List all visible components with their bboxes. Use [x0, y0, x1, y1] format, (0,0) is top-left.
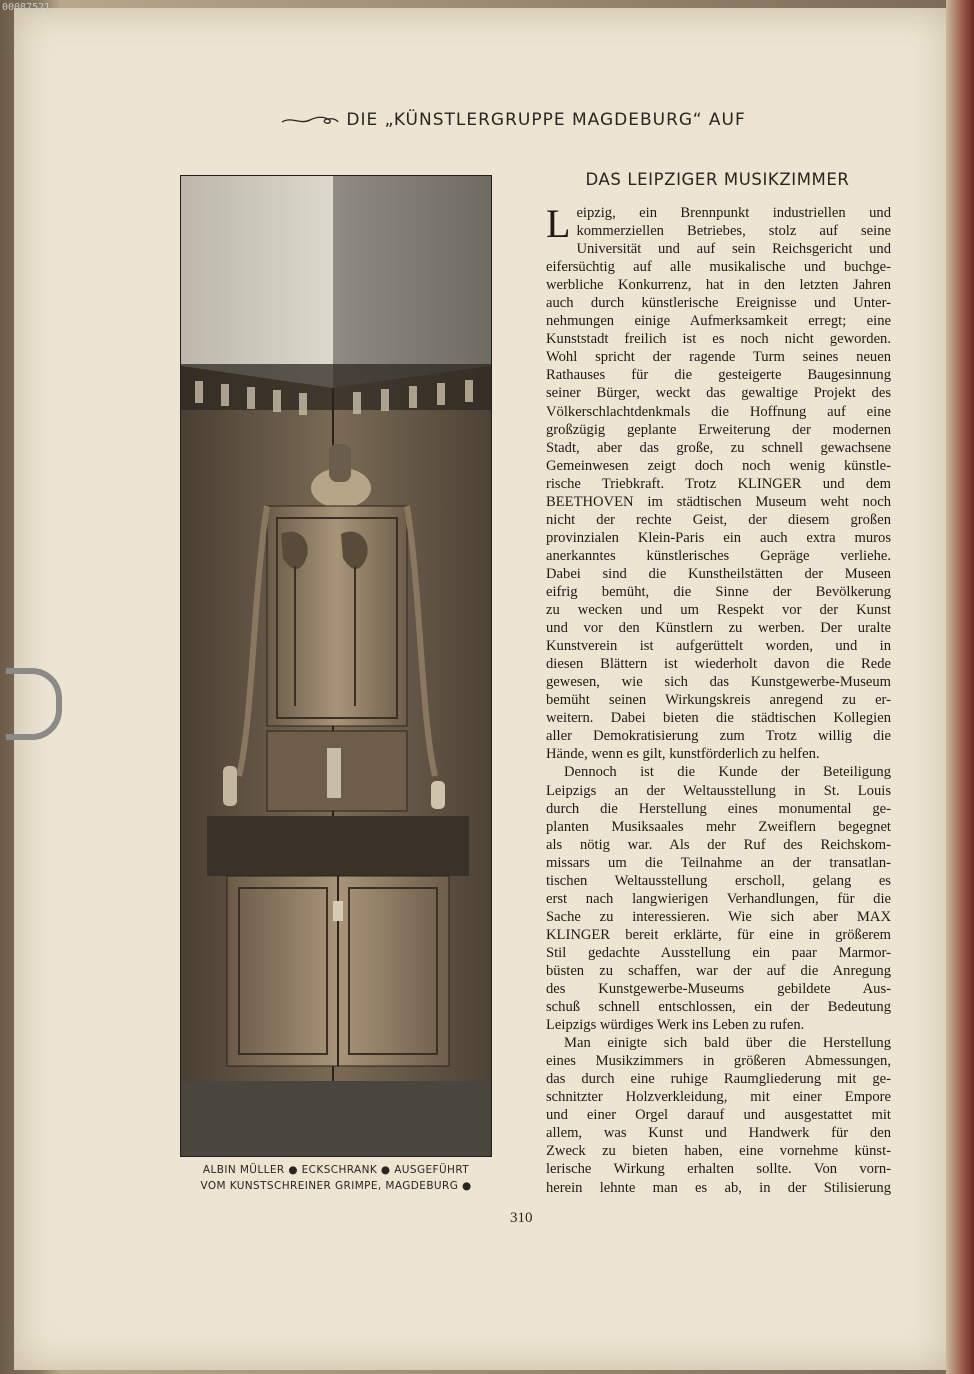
running-head-title: DIE „KÜNSTLERGRUPPE MAGDEBURG“ AUF [346, 110, 746, 130]
text-line: Kunstverein ist aufgerüttelt worden, und in [546, 638, 891, 655]
text-line: BEETHOVEN im städtischen Museum weht noch [546, 493, 891, 510]
caption-line-2: VOM KUNSTSCHREINER GRIMPE, MAGDEBURG ● [200, 1180, 472, 1192]
text-line: Universität und auf sein Reichsgericht und [576, 241, 891, 258]
text-line: gewesen, wie sich das Kunstgewerbe-Museum [546, 674, 891, 691]
text-line: weitern. Dabei bieten die städtischen Kollegien [546, 710, 891, 727]
book-edge [946, 0, 974, 1374]
article-body [546, 201, 891, 1197]
drop-cap: L [546, 201, 571, 246]
text-line: durch die Herstellung eines monumental ge- [546, 800, 891, 817]
text-line: bemüht seinen Wirkungskreis anregend zu er- [546, 692, 891, 709]
text-line: schnitzter Holzverkleidung, mit einer Empore [546, 1089, 891, 1106]
text-line: Hände, wenn es gilt, kunstförderlich zu helfen. [546, 746, 820, 763]
text-line: großzügig geplante Erweiterung der modernen [546, 421, 891, 438]
text-line: erst nach langwierigen Verhandlungen, für die [546, 890, 891, 907]
scan-id: 00087521 [2, 2, 51, 13]
text-line: lerische Wirkung erhalten sollte. Von vorn- [546, 1161, 891, 1178]
paper-clip [6, 668, 62, 740]
text-line: seiner Bürger, weckt das gewaltige Projekt des [546, 385, 891, 402]
text-line: des Kunstgewerbe-Museums gebildete Aus- [546, 981, 891, 998]
text-line: Gemeinwesen zeigt doch noch wenig künstle- [546, 457, 891, 474]
text-line: auch durch künstlerische Ereignisse und Unter- [546, 295, 891, 312]
text-line: eifersüchtig auf alle musikalische und buchge- [546, 259, 891, 276]
text-line: aller Demokratisierung zum Trotz willig die [546, 728, 891, 745]
text-line: eines Musikzimmers in größeren Abmessungen, [546, 1053, 891, 1070]
text-line: Stil gedachte Ausstellung ein paar Marmor- [546, 944, 891, 961]
text-line: Leipzigs an der Weltausstellung in St. Louis [546, 782, 891, 799]
text-line: das durch eine ruhige Raumgliederung mit ge- [546, 1071, 891, 1088]
text-line: KLINGER bereit erklärte, für eine in größerem [546, 926, 891, 943]
text-line: Zweck zu bieten haben, eine vornehme künst- [546, 1143, 891, 1160]
text-line: tischen Weltausstellung erscholl, gelang es [546, 872, 891, 889]
text-line: schuß schnell entschlossen, ein der Bedeutung [546, 999, 891, 1016]
text-line: anerkanntes künstlerisches Gepräge verliehe. [546, 547, 891, 564]
cabinet-photo [181, 176, 491, 1156]
text-line: Kunststadt freilich ist es noch nicht geworden. [546, 331, 891, 348]
text-line: Wohl spricht der ragende Turm seines neuen [546, 349, 891, 366]
running-head [280, 110, 800, 130]
text-line: Leipzigs würdiges Werk ins Leben zu rufen. [546, 1017, 805, 1034]
text-line: büsten zu schaffen, war der auf die Anregung [546, 962, 891, 979]
text-line: planten Musiksaales mehr Zweiflern begegnet [546, 818, 891, 835]
section-heading: DAS LEIPZIGER MUSIKZIMMER [585, 170, 850, 189]
text-line: nicht der rechte Geist, der diesem großen [546, 511, 891, 528]
text-line: Man einigte sich bald über die Herstellung [564, 1035, 891, 1052]
page-number: 310 [510, 1210, 533, 1226]
photo-caption [180, 1162, 492, 1194]
caption-line-1: ALBIN MÜLLER ● ECKSCHRANK ● AUSGEFÜHRT [202, 1164, 470, 1176]
text-line: Sache zu interessieren. Wie sich aber MAX [546, 908, 891, 925]
text-line: nehmungen einige Aufmerksamkeit erregt; eine [546, 313, 891, 330]
photo-eckschrank [180, 175, 492, 1157]
text-line: werbliche Konkurrenz, hat in den letzten Jahren [546, 277, 891, 294]
text-line: Völkerschlachtdenkmals die Hoffnung auf eine [546, 403, 891, 420]
text-line: Stadt, aber das große, zu schnell gewachsene [546, 439, 891, 456]
text-line: provinzialen Klein-Paris ein auch extra muros [546, 529, 891, 546]
text-line: als nötig war. Als der Ruf des Reichskom- [546, 836, 891, 853]
text-line: diesen Blättern ist wiederholt davon die Rede [546, 656, 891, 673]
text-line: und einer Orgel darauf und ausgestattet mit [546, 1107, 891, 1124]
text-line: Rathauses für die gesteigerte Baugesinnung [546, 367, 891, 384]
text-line: allem, was Kunst und Handwerk für den [546, 1125, 891, 1142]
text-line: eifrig bemüht, die Sinne der Bevölkerung [546, 583, 891, 600]
text-line: herein lehnte man es ab, in der Stilisierung [546, 1179, 891, 1196]
text-line: Dabei sind die Kunstheilstätten der Museen [546, 565, 891, 582]
text-line: missars um die Teilnahme an der transatlan- [546, 854, 891, 871]
text-line: Dennoch ist die Kunde der Beteiligung [564, 764, 891, 781]
text-line: eipzig, ein Brennpunkt industriellen und [576, 205, 891, 221]
text-line: zu wecken und um Respekt vor der Kunst [546, 602, 891, 619]
text-line: und vor den Künstlern zu werben. Der uralte [546, 620, 891, 637]
text-line: kommerziellen Betriebes, stolz auf seine [576, 223, 891, 240]
text-line: rische Triebkraft. Trotz KLINGER und dem [546, 475, 891, 492]
ornament-icon [280, 113, 340, 127]
